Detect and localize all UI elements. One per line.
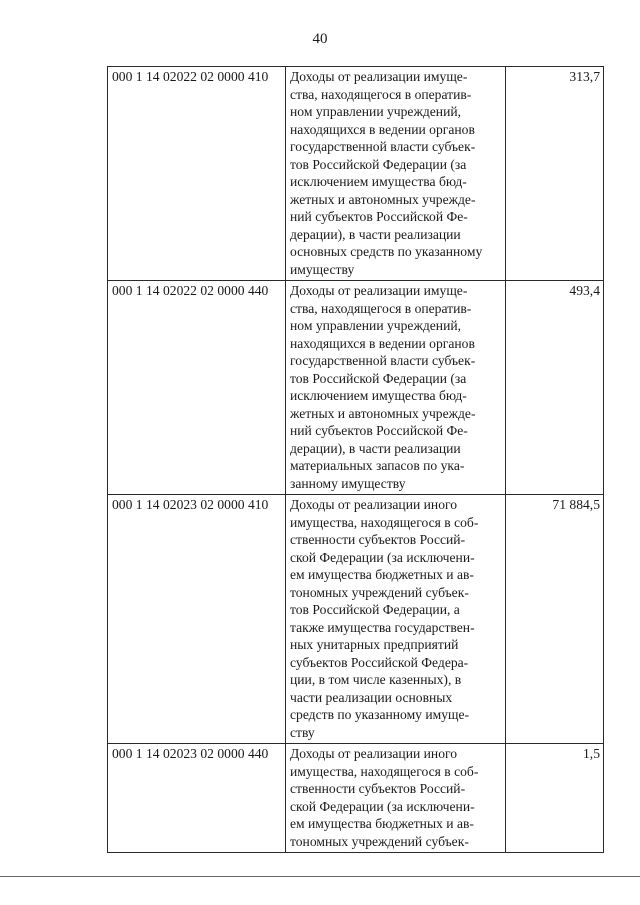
revenue-name-line: Доходы от реализации имуще-	[290, 283, 468, 298]
revenue-name-line: Доходы от реализации иного	[290, 746, 458, 761]
budget-revenue-table	[107, 66, 604, 853]
revenue-name-line: ных унитарных предприятий	[290, 637, 459, 652]
revenue-name-line: ственности субъектов Россий-	[290, 781, 466, 796]
classification-code-cell: 000 1 14 02022 02 0000 440	[108, 281, 286, 495]
revenue-name-line: ства, находящегося в оператив-	[290, 86, 472, 102]
table-body	[108, 67, 604, 853]
revenue-name-line: Доходы от реализации иного	[290, 497, 458, 512]
revenue-name-line: тов Российской Федерации, а	[290, 602, 460, 617]
revenue-name-line: ний субъектов Российской Фе-	[290, 423, 468, 438]
revenue-name-line: имущества, находящегося в соб-	[290, 763, 479, 779]
classification-code-cell: 000 1 14 02023 02 0000 440	[108, 744, 286, 853]
revenue-name-cell	[286, 281, 506, 495]
classification-code-cell: 000 1 14 02023 02 0000 410	[108, 495, 286, 744]
revenue-name-line: ству	[290, 724, 315, 740]
revenue-name-line: ний субъектов Российской Фе-	[290, 209, 468, 224]
revenue-name-line: ном управлении учреждений,	[290, 318, 462, 333]
revenue-name-line: государственной власти субъек-	[290, 353, 476, 368]
revenue-name-line: средств по указанному имуще-	[290, 707, 470, 722]
amount-cell: 71 884,5	[506, 495, 604, 744]
revenue-name-line: дерации), в части реализации	[290, 226, 461, 242]
revenue-name-line: ном управлении учреждений,	[290, 104, 462, 119]
revenue-name-line: тономных учреждений субъек-	[290, 584, 469, 600]
revenue-name-line: исключением имущества бюд-	[290, 388, 467, 403]
revenue-name-line: ской Федерации (за исключени-	[290, 549, 475, 565]
revenue-name-cell	[286, 744, 506, 853]
revenue-name-line: тов Российской Федерации (за	[290, 370, 467, 386]
revenue-name-line: тономных учреждений субъек-	[290, 833, 469, 849]
revenue-name-line: Доходы от реализации имуще-	[290, 69, 468, 84]
table-row	[108, 495, 604, 744]
revenue-name-line: ем имущества бюджетных и ав-	[290, 567, 474, 582]
revenue-name-line: части реализации основных	[290, 689, 453, 705]
amount-cell: 1,5	[506, 744, 604, 853]
table-row	[108, 281, 604, 495]
table-row	[108, 744, 604, 853]
amount-cell: 313,7	[506, 67, 604, 281]
revenue-name-line: также имущества государствен-	[290, 619, 475, 635]
revenue-name-line: жетных и автономных учрежде-	[290, 191, 476, 207]
amount-cell: 493,4	[506, 281, 604, 495]
revenue-name-line: материальных запасов по ука-	[290, 458, 465, 473]
revenue-name-line: имущества, находящегося в соб-	[290, 514, 479, 530]
revenue-name-cell	[286, 495, 506, 744]
revenue-name-line: занному имуществу	[290, 475, 406, 491]
revenue-name-line: жетных и автономных учрежде-	[290, 405, 476, 421]
revenue-name-line: ственности субъектов Россий-	[290, 532, 466, 547]
revenue-name-line: ства, находящегося в оператив-	[290, 300, 472, 316]
revenue-name-line: находящихся в ведении органов	[290, 335, 475, 351]
revenue-name-line: ской Федерации (за исключени-	[290, 798, 475, 814]
revenue-name-line: основных средств по указанному	[290, 244, 483, 259]
revenue-name-line: субъектов Российской Федера-	[290, 654, 469, 670]
revenue-name-cell	[286, 67, 506, 281]
revenue-name-line: находящихся в ведении органов	[290, 121, 475, 137]
revenue-name-line: имуществу	[290, 261, 355, 277]
revenue-name-line: исключением имущества бюд-	[290, 174, 467, 189]
revenue-name-line: государственной власти субъек-	[290, 139, 476, 154]
page-number: 40	[312, 31, 328, 47]
page-bottom-rule	[0, 876, 640, 877]
classification-code-cell: 000 1 14 02022 02 0000 410	[108, 67, 286, 281]
revenue-name-line: ем имущества бюджетных и ав-	[290, 816, 474, 831]
table-row	[108, 67, 604, 281]
revenue-name-line: тов Российской Федерации (за	[290, 156, 467, 172]
revenue-name-line: дерации), в части реализации	[290, 440, 461, 456]
revenue-name-line: ции, в том числе казенных), в	[290, 672, 462, 687]
